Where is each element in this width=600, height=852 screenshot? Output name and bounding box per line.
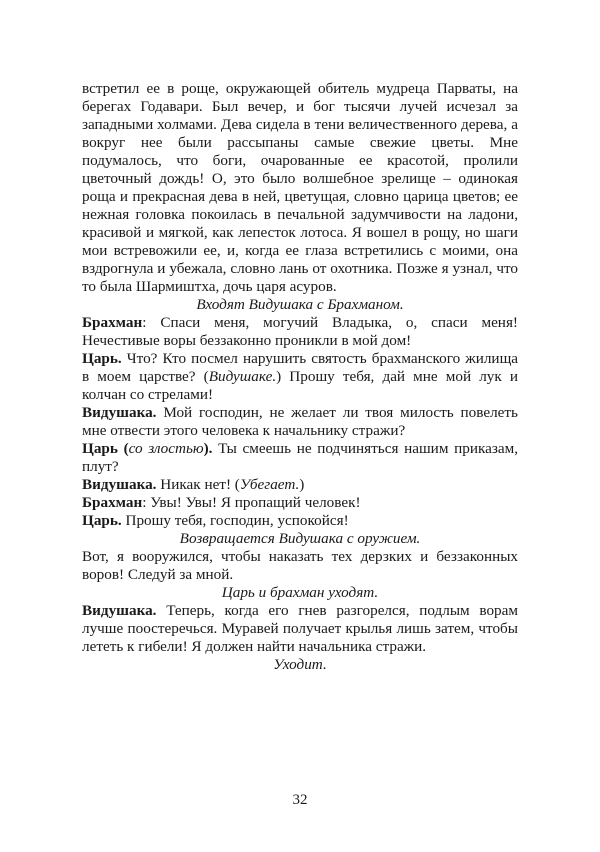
dialogue-line-vidushaka-3 [82, 548, 518, 584]
dialogue-line-king-3 [82, 512, 518, 530]
dialogue-line-brahman-2 [82, 494, 518, 512]
dialogue-text: Увы! Увы! Я пропащий человек! [150, 494, 361, 511]
speaker-name-close: ). [203, 440, 213, 457]
stage-direction-return: Возвращается Видушака с оружием. [179, 530, 421, 547]
inline-stage-direction: Видушаке. [208, 368, 277, 385]
speaker-name: Брахман [82, 494, 143, 511]
dialogue-line-brahman-1 [82, 314, 518, 350]
dialogue-text: Теперь, когда его гнев разгорелся, подлым ворам лучше поостеречься. Муравей получает крылья лишь затем, чтобы лететь к гибели! Я должен найти начальника стражи. [82, 602, 518, 655]
separator: : [142, 314, 161, 331]
dialogue-text: Ты смеешь не подчиняться нашим приказам, плут? [82, 440, 519, 475]
speaker-name: Видушака. [82, 404, 157, 421]
dialogue-text: ) Прошу тебя, дай мне мой лук и колчан со стрелами! [82, 368, 518, 403]
dialogue-line-vidushaka-4 [82, 602, 518, 656]
dialogue-text: Мой господин, не желает ли твоя милость повелеть мне отвести этого человека к начальнику стражи? [82, 404, 518, 439]
opening-paragraph: встретил ее в роще, окружающей обитель мудреца Парваты, на берегах Годавари. Был вечер, и бог тысячи лучей исчезал за западными холмами. Дева сидела в тени величественного дерева, а вокруг нее были рассыпаны самые свежие цветы. Мне подумалось, что боги, очарованные ее красотой, пролили цветочный дождь! О, это было волшебное зрелище – одинокая роща и прекрасная дева в ней, цветущая, словно царица цветов; ее нежная головка покоилась в печальной задумчивости на ладони, красивой и мягкой, как лепесток лотоса. Я вошел в рощу, но шаги мои встревожили ее, и, когда ее глаза встретились с моими, она вздрогнула и убежала, словно лань от охотника. Позже я узнал, что то была Шармиштха, дочь царя асуров. [82, 80, 518, 295]
page-body [82, 80, 518, 674]
dialogue-line-king-1 [82, 350, 518, 404]
separator: : [142, 494, 151, 511]
inline-stage-direction: со злостью [128, 440, 204, 457]
dialogue-text: Вот, я вооружился, чтобы наказать тех дерзких и беззаконных воров! Следуй за мной. [82, 548, 518, 583]
stage-direction-enter: Входят Видушака с Брахманом. [196, 296, 404, 313]
speaker-name: Царь. [82, 350, 122, 367]
dialogue-text: Прошу тебя, господин, успокойся! [121, 512, 349, 529]
stage-direction-exit: Уходит. [273, 656, 327, 673]
dialogue-text: ) [299, 476, 305, 493]
dialogue-text: Никак нет! ( [156, 476, 240, 493]
dialogue-line-king-2 [82, 440, 518, 476]
dialogue-text: Что? Кто посмел нарушить святость брахманского жилища в моем царстве? ( [82, 350, 518, 385]
dialogue-text: Спаси меня, могучий Владыка, о, спаси меня! Нечестивые воры беззаконно проникли в мой дом! [82, 314, 518, 349]
page-number: 32 [292, 792, 308, 808]
speaker-name: Царь. [82, 512, 122, 529]
dialogue-line-vidushaka-1 [82, 404, 518, 440]
dialogue-line-vidushaka-2 [82, 476, 518, 494]
stage-direction-exit-king-brahman: Царь и брахман уходят. [221, 584, 379, 601]
speaker-name: Царь ( [82, 440, 129, 457]
speaker-name: Видушака. [82, 476, 157, 493]
speaker-name: Брахман [82, 314, 143, 331]
inline-stage-direction: Убегает. [239, 476, 300, 493]
speaker-name: Видушака. [82, 602, 157, 619]
